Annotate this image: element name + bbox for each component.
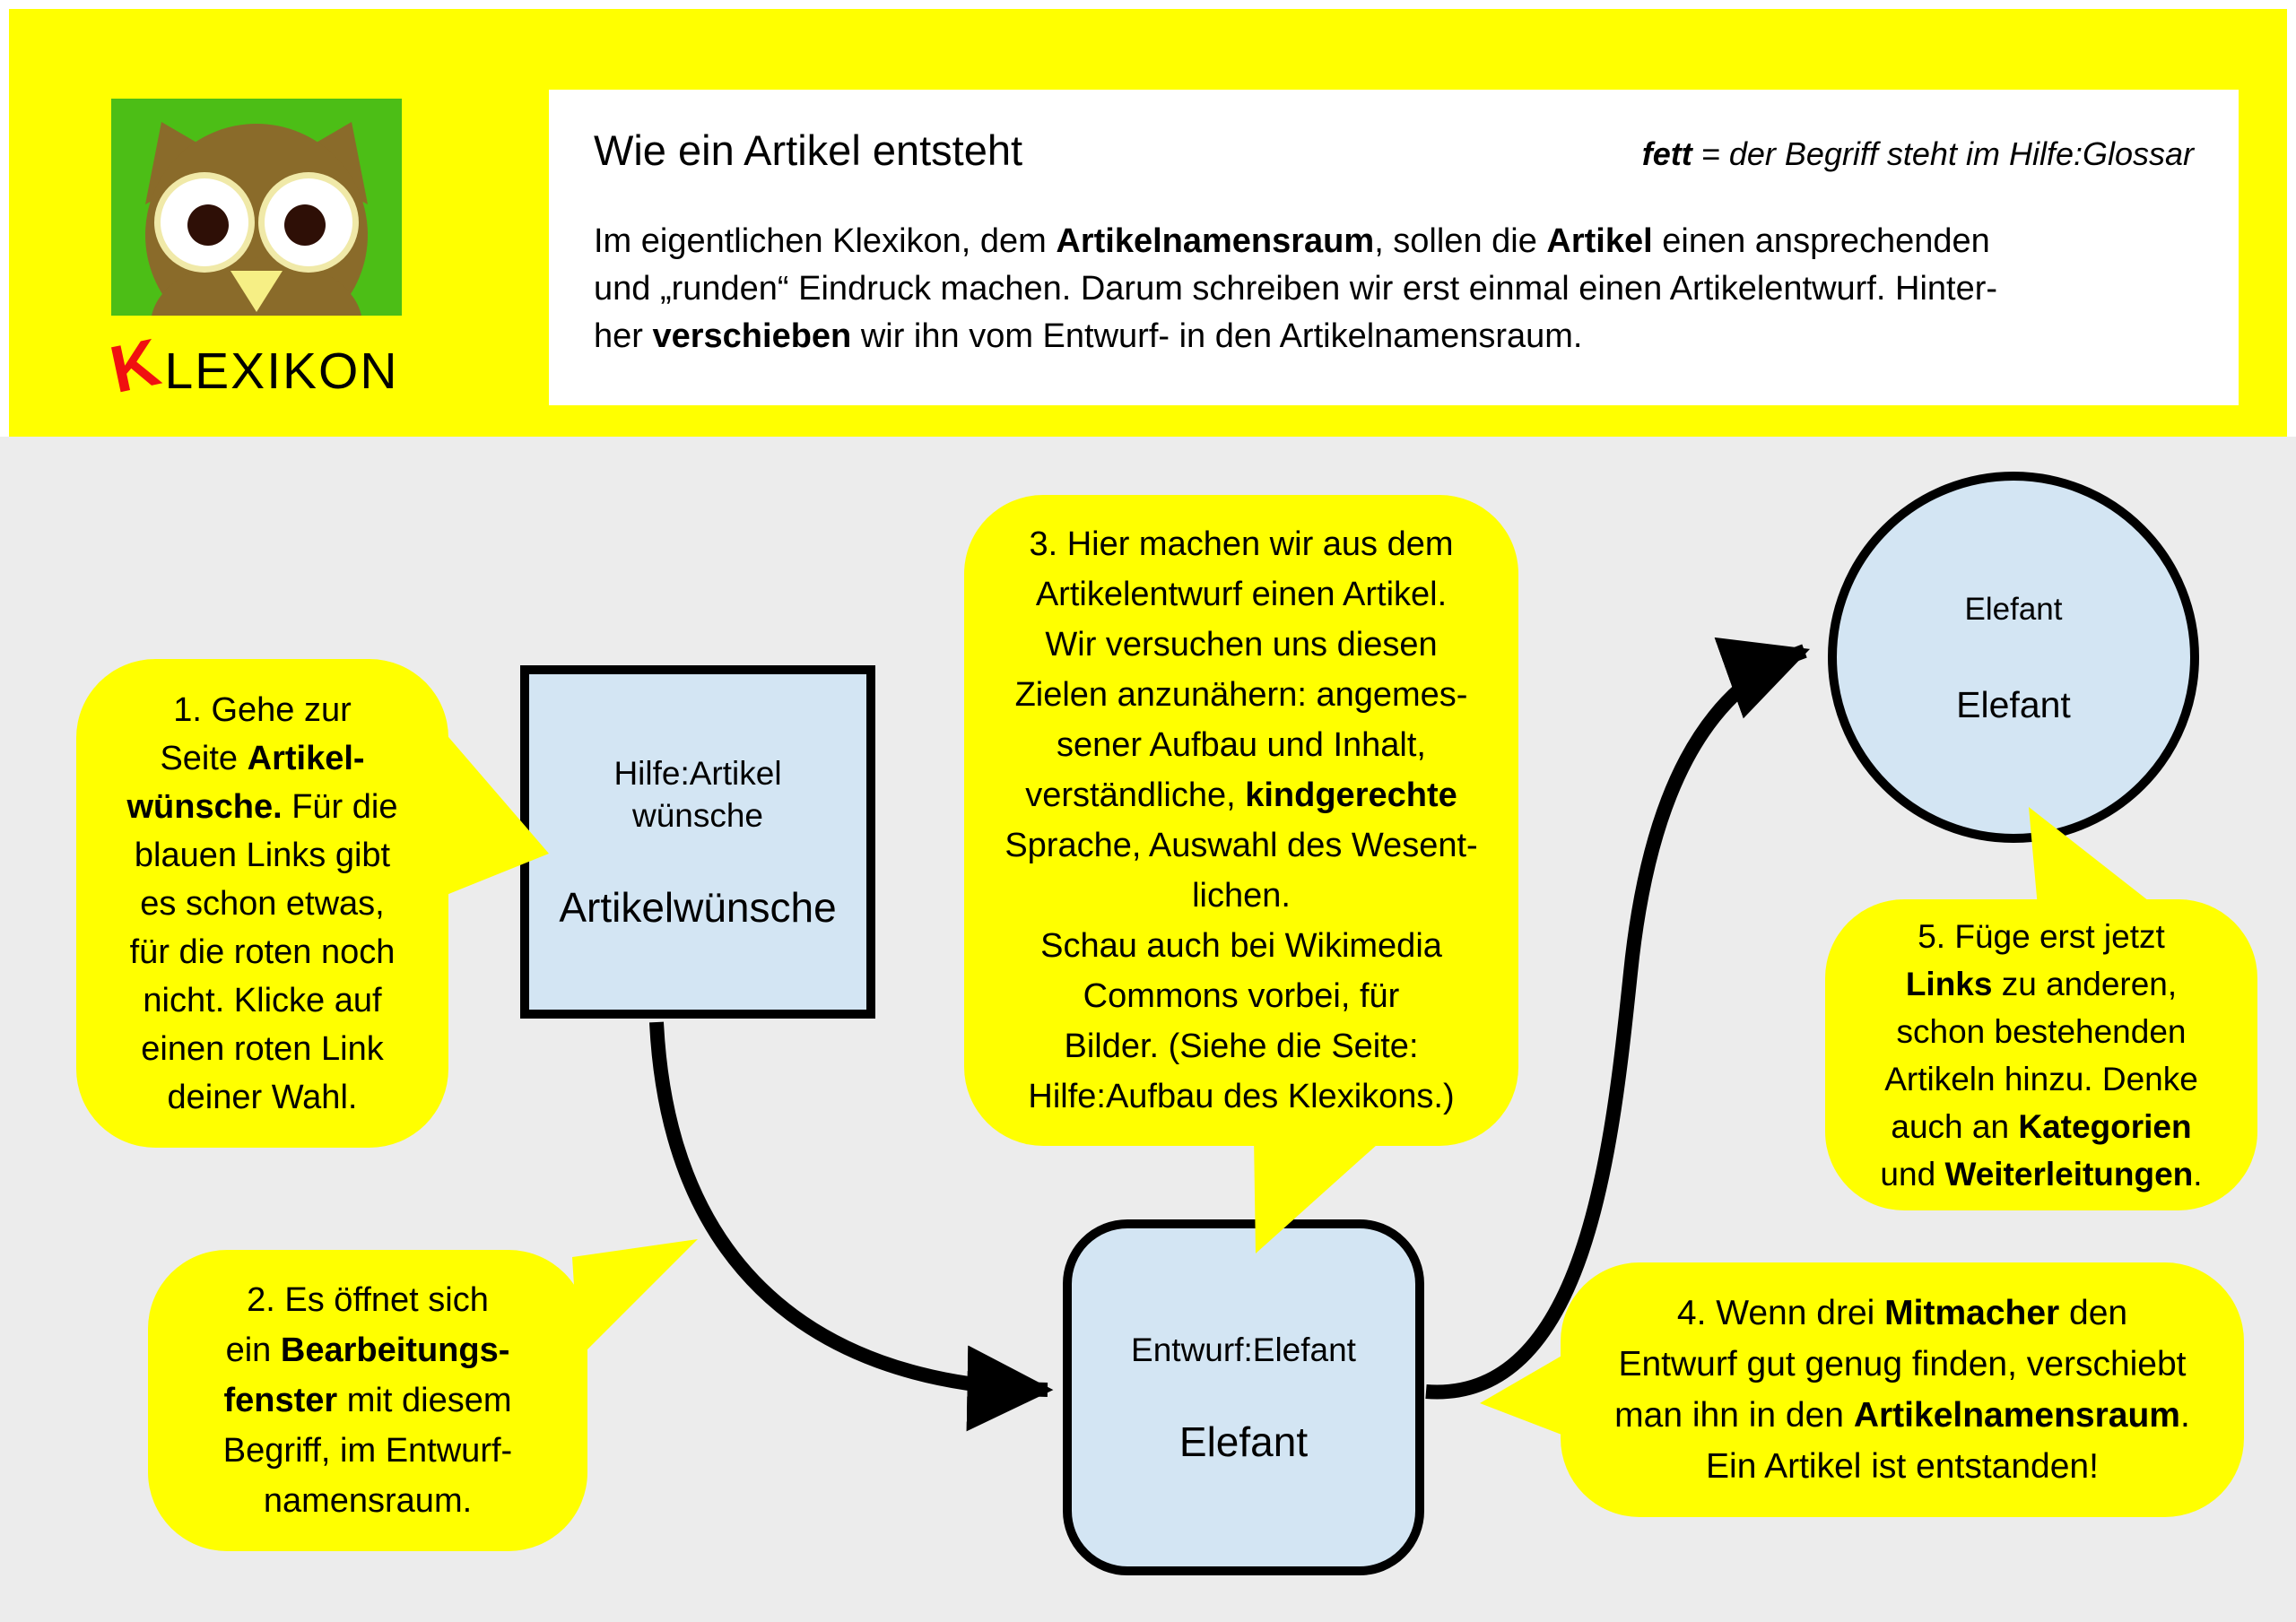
node-sub-label: Entwurf:Elefant [1131, 1331, 1356, 1368]
bubble-tail-2 [572, 1239, 698, 1358]
node-main-label: Elefant [1956, 684, 2071, 725]
brand-wordmark [103, 324, 434, 407]
speech-bubble-5: 5. Füge erst jetzt Links zu anderen, schon bestehenden Artikeln hinzu. Denke auch an Kategorien und Weiterleitungen. [1825, 899, 2257, 1210]
page-title: Wie ein Artikel entsteht [594, 126, 1023, 174]
speech-bubble-1: 1. Gehe zur Seite Artikel- wünsche. Für die blauen Links gibt es schon etwas, für die roten noch nicht. Klicke auf einen roten Link deiner Wahl. [76, 659, 448, 1148]
node-main-label: Elefant [1178, 1418, 1309, 1465]
brand-k: K [103, 324, 169, 407]
speech-bubble-2: 2. Es öffnet sich ein Bearbeitungs- fenster mit diesem Begriff, im Entwurf- namensraum. [148, 1250, 587, 1551]
header-panel [549, 90, 2239, 405]
node-sub-label: Hilfe:Artikel wünsche [613, 755, 782, 834]
klexikon-logo [103, 99, 434, 407]
bold-legend: fett = der Begriff steht im Hilfe:Glossar [1641, 135, 2194, 172]
bubble-tail-5 [2029, 807, 2157, 907]
header-band [9, 9, 2287, 437]
speech-bubble-3: 3. Hier machen wir aus dem Artikelentwurf einen Artikel. Wir versuchen uns diesen Zielen anzunähern: angemes- sener Aufbau und Inhalt, verständliche, kindgerechte Sprache, Auswahl des Wesent- lichen. Schau auch bei Wikimedia Commons vorbei, für Bilder. (Siehe die Seite: Hilfe:Aufbau des Klexikons.) [964, 495, 1518, 1146]
node-sub-label: Elefant [1964, 592, 2063, 627]
intro-text: Im eigentlichen Klexikon, dem Artikelnamensraum, sollen die Artikel einen ansprechenden und „runden“ Eindruck machen. Darum schreiben wir erst einmal einen Artikelentwurf. Hinter- her verschieben wir ihn vom Entwurf- in den Artikelnamensraum. [594, 222, 1998, 355]
bubble-tail-1 [438, 724, 549, 898]
owl-icon [111, 99, 402, 316]
node-main-label: Artikelwünsche [559, 884, 837, 931]
speech-bubble-4: 4. Wenn drei Mitmacher den Entwurf gut genug finden, verschiebt man ihn in den Artikelnamensraum. Ein Artikel ist entstanden! [1561, 1262, 2244, 1517]
brand-rest: LEXIKON [164, 343, 399, 400]
bubble-tail-3 [1254, 1137, 1386, 1253]
diagram-area [0, 437, 2296, 1622]
